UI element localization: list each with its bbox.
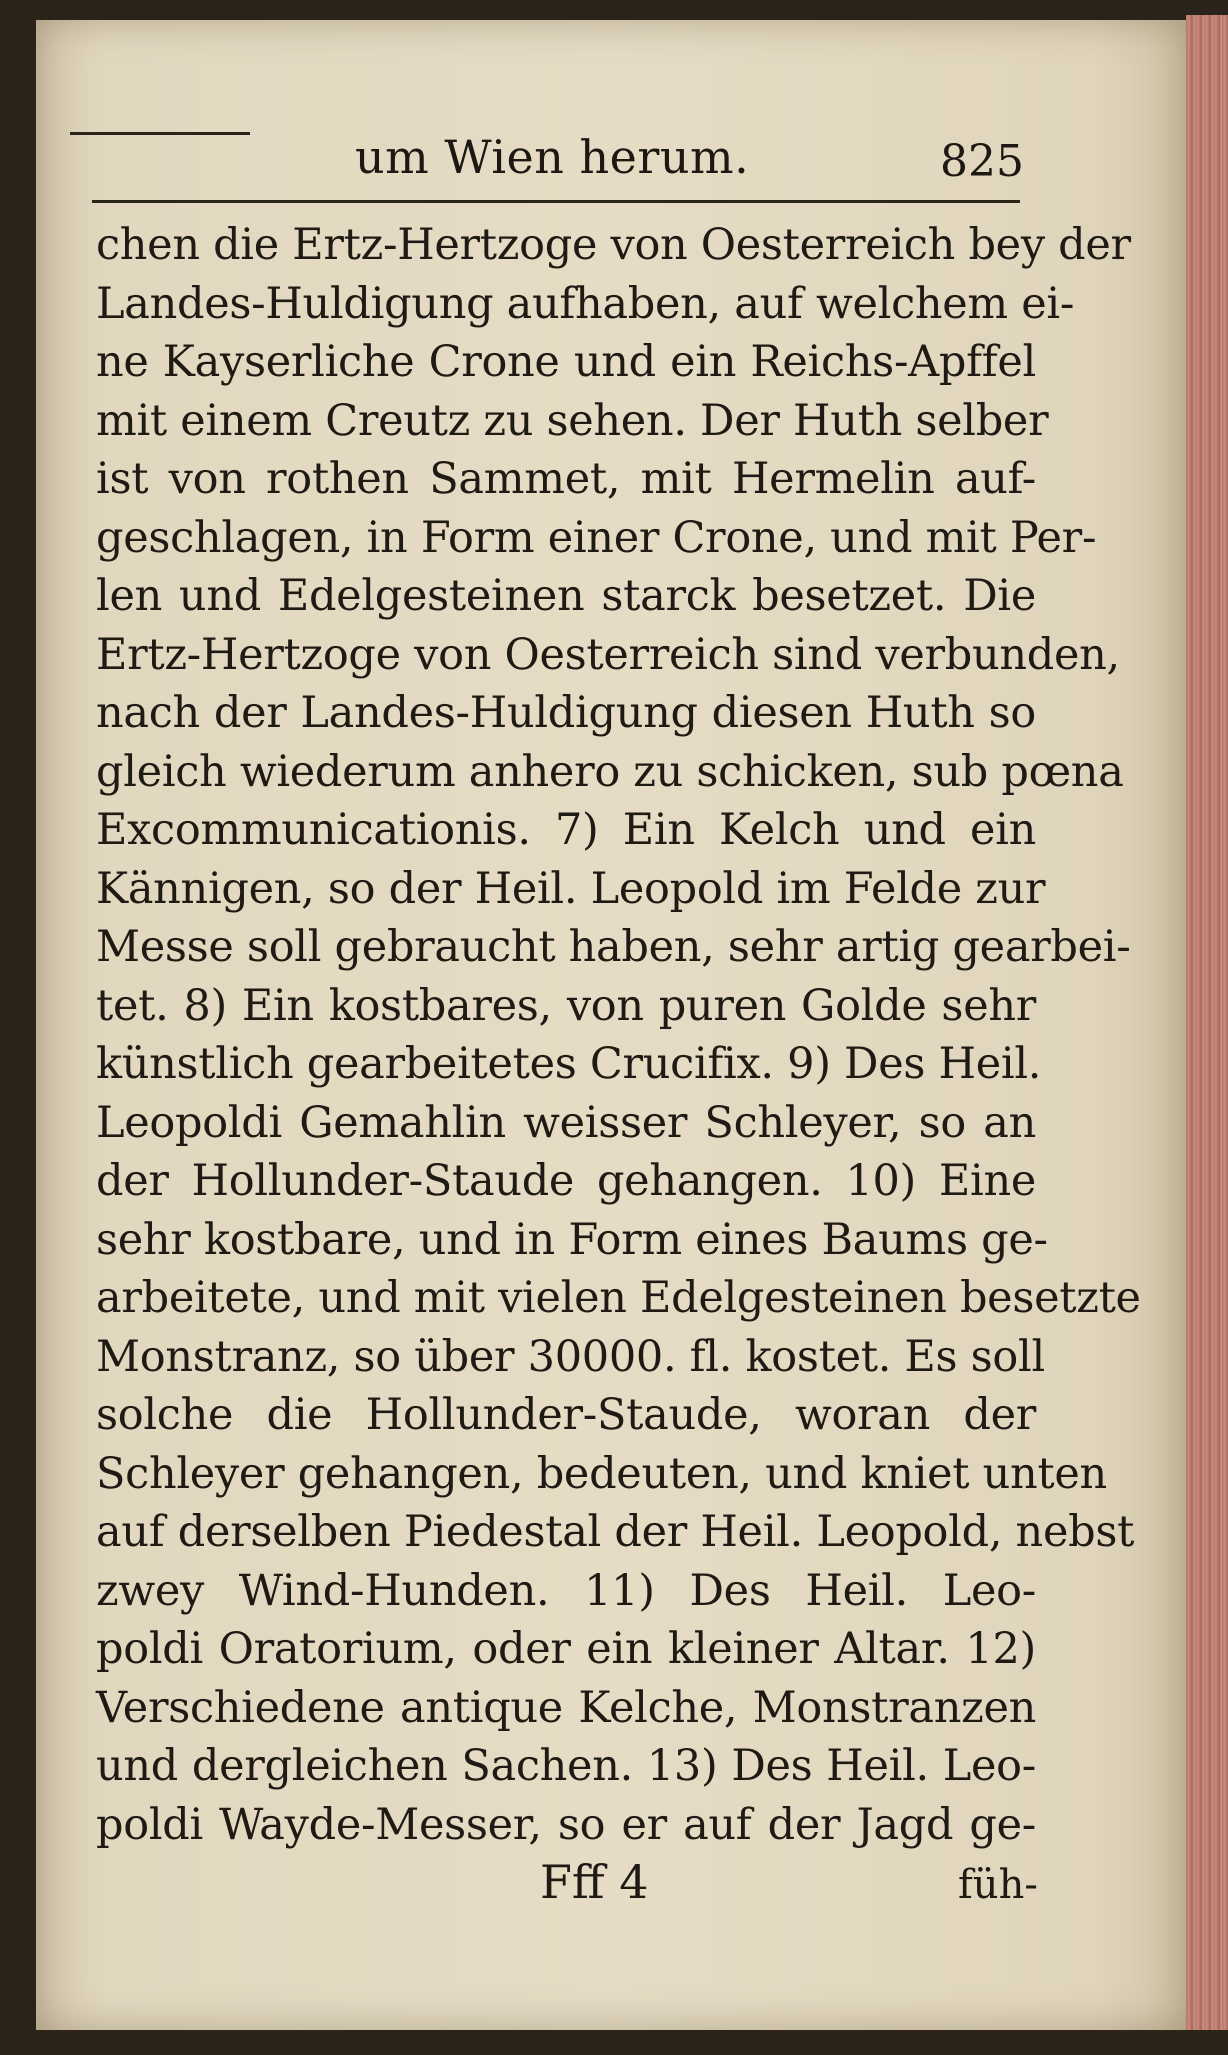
- text-line: Leopoldi Gemahlin weisser Schleyer, so an: [96, 1097, 1036, 1148]
- text-line: solche die Hollunder-Staude, woran der: [96, 1390, 1036, 1440]
- text-line: und dergleichen Sachen. 13) Des Heil. Leo-: [96, 1741, 1036, 1791]
- text-line: mit einem Creutz zu sehen. Der Huth selber: [96, 395, 1049, 446]
- body-text: [96, 216, 1141, 1854]
- running-title: um Wien herum.: [355, 130, 750, 184]
- bottom-edge: [0, 2030, 1228, 2055]
- catchword: füh-: [958, 1862, 1038, 1908]
- text-line: tet. 8) Ein kostbares, von puren Golde sehr: [96, 980, 1036, 1031]
- text-line: Messe soll gebraucht haben, sehr artig gearbei-: [96, 922, 1131, 972]
- text-line: Excommunicationis. 7) Ein Kelch und ein: [96, 805, 1036, 855]
- text-line: nach der Landes-Huldigung diesen Huth so: [96, 688, 1036, 738]
- text-line: Verschiedene antique Kelche, Monstranzen: [96, 1682, 1036, 1733]
- signature-mark: Fff 4: [540, 1855, 649, 1909]
- text-line: Ertz-Hertzoge von Oesterreich sind verbunden,: [96, 629, 1120, 680]
- text-line: Schleyer gehangen, bedeuten, und kniet unten: [96, 1448, 1107, 1499]
- text-line: poldi Wayde-Messer, so er auf der Jagd ge-: [96, 1799, 1036, 1850]
- text-line: ne Kayserliche Crone und ein Reichs-Apffel: [96, 337, 1036, 387]
- text-line: ist von rothen Sammet, mit Hermelin auf-: [96, 454, 1036, 504]
- text-line: gleich wiederum anhero zu schicken, sub pœna: [96, 746, 1124, 797]
- text-line: künstlich gearbeitetes Crucifix. 9) Des Heil.: [96, 1039, 1042, 1089]
- header-rule: [92, 200, 1020, 203]
- header-rule-left: [70, 132, 250, 135]
- text-line: Kännigen, so der Heil. Leopold im Felde zur: [96, 863, 1046, 914]
- text-line: chen die Ertz-Hertzoge von Oesterreich bey der: [96, 220, 1131, 270]
- text-line: poldi Oratorium, oder ein kleiner Altar. 12): [96, 1624, 1036, 1674]
- text-line: sehr kostbare, und in Form eines Baums ge-: [96, 1214, 1048, 1265]
- text-line: der Hollunder-Staude gehangen. 10) Eine: [96, 1156, 1036, 1206]
- text-line: Monstranz, so über 30000. fl. kostet. Es soll: [96, 1331, 1045, 1382]
- page-number: 825: [940, 136, 1024, 187]
- text-line: auf derselben Piedestal der Heil. Leopold, nebst: [96, 1507, 1135, 1557]
- text-line: arbeitete, und mit vielen Edelgesteinen besetzte: [96, 1273, 1141, 1323]
- text-line: geschlagen, in Form einer Crone, und mit Per-: [96, 512, 1097, 563]
- text-line: len und Edelgesteinen starck besetzet. Die: [96, 571, 1036, 621]
- page-edge: [1186, 15, 1228, 2035]
- text-line: Landes-Huldigung aufhaben, auf welchem ei-: [96, 278, 1075, 329]
- text-line: zwey Wind-Hunden. 11) Des Heil. Leo-: [96, 1565, 1036, 1616]
